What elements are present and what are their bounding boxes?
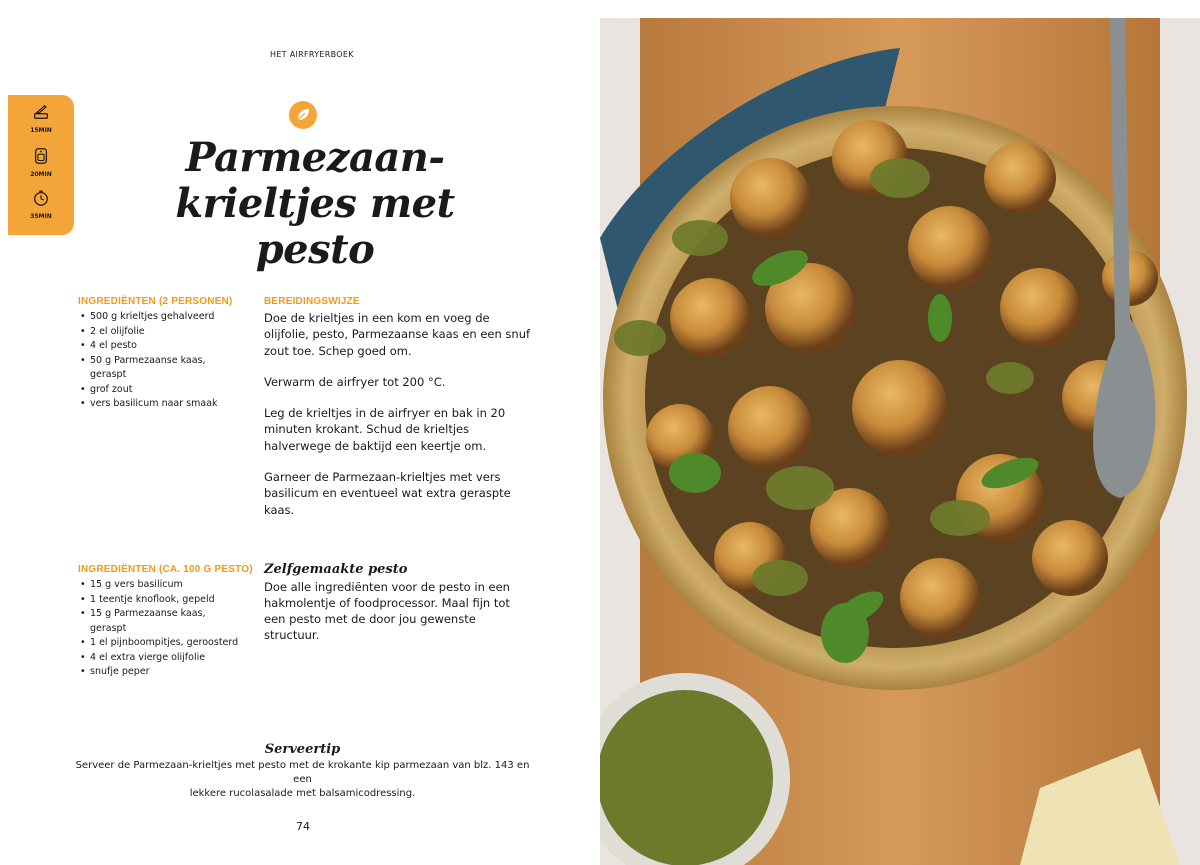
serving-tip-heading: Serveertip <box>264 742 341 757</box>
step-2: Verwarm de airfryer tot 200 °C. <box>264 374 446 389</box>
preparation-heading: BEREIDINGSWIJZE <box>264 296 360 307</box>
serving-tip-line-1: Serveer de Parmezaan-krieltjes met pesto met de krokante kip parmezaan van blz. 143 en een <box>75 760 530 785</box>
ingredients-pesto-list <box>78 578 258 680</box>
running-header: HET AIRFRYERBOEK <box>270 50 354 59</box>
prep-time <box>26 103 56 134</box>
airfryer-icon <box>32 147 50 165</box>
leaf-icon <box>289 101 317 129</box>
recipe-title <box>150 135 480 273</box>
list-item: • vers basilicum naar smaak <box>78 397 248 412</box>
list-item: • 15 g Parmezaanse kaas, <box>78 607 258 622</box>
list-item-continued: geraspt <box>90 369 127 380</box>
ingredients-pesto <box>78 564 258 680</box>
list-item: • 50 g Parmezaanse kaas, <box>78 354 248 369</box>
list-item: • snufje peper <box>78 665 258 680</box>
food-photo <box>600 18 1200 865</box>
list-item: • 1 el pijnboompitjes, geroosterd <box>78 636 258 651</box>
serving-tip-line-2: lekkere rucolasalade met balsamicodressing. <box>189 788 416 799</box>
list-item: • 4 el pesto <box>78 339 248 354</box>
page-number: 74 <box>296 820 310 833</box>
ingredients-main <box>78 296 248 412</box>
timer-icon <box>32 189 50 207</box>
ingredients-main-list <box>78 310 248 412</box>
title-line-1: Parmezaan- <box>185 134 445 181</box>
step-3: Leg de krieltjes in de airfryer en bak in 20 minuten krokant. Schud de krieltjes halverwege de baktijd een keertje om. <box>264 406 506 453</box>
food-photo-illustration <box>600 18 1200 865</box>
homemade-pesto-heading: Zelfgemaakte pesto <box>264 562 408 577</box>
prep-time-label: 15MIN <box>30 127 52 134</box>
cook-time <box>26 147 56 178</box>
list-item: • grof zout <box>78 383 248 398</box>
cook-time-label: 20MIN <box>30 171 52 178</box>
ingredients-pesto-heading: INGREDIËNTEN (CA. 100 G PESTO) <box>78 564 253 575</box>
list-item-continued: geraspt <box>90 622 127 634</box>
homemade-pesto-text: Doe alle ingrediënten voor de pesto in een hakmolentje of foodprocessor. Maal fijn tot een pesto met de door jou gewenste structuur. <box>264 580 510 642</box>
list-item: • 4 el extra vierge olijfolie <box>78 651 258 666</box>
list-item: • 2 el olijfolie <box>78 325 248 340</box>
preparation <box>264 296 534 533</box>
list-item: • 500 g krieltjes gehalveerd <box>78 310 248 325</box>
total-time <box>26 189 56 220</box>
vegetarian-badge <box>289 101 317 129</box>
knife-board-icon <box>32 103 50 121</box>
list-item: • 1 teentje knoflook, gepeld <box>78 593 258 608</box>
list-item: • 15 g vers basilicum <box>78 578 258 593</box>
cooking-times-tab <box>8 95 74 235</box>
title-line-2: krieltjes met pesto <box>175 180 455 273</box>
serving-tip <box>70 742 535 801</box>
total-time-label: 35MIN <box>30 213 52 220</box>
homemade-pesto <box>264 562 534 643</box>
ingredients-main-heading: INGREDIËNTEN (2 PERSONEN) <box>78 296 233 307</box>
step-4: Garneer de Parmezaan-krieltjes met vers basilicum en eventueel wat extra geraspte kaas. <box>264 470 511 517</box>
step-1: Doe de krieltjes in een kom en voeg de olijfolie, pesto, Parmezaanse kaas en een snuf zout toe. Schep goed om. <box>264 311 531 358</box>
